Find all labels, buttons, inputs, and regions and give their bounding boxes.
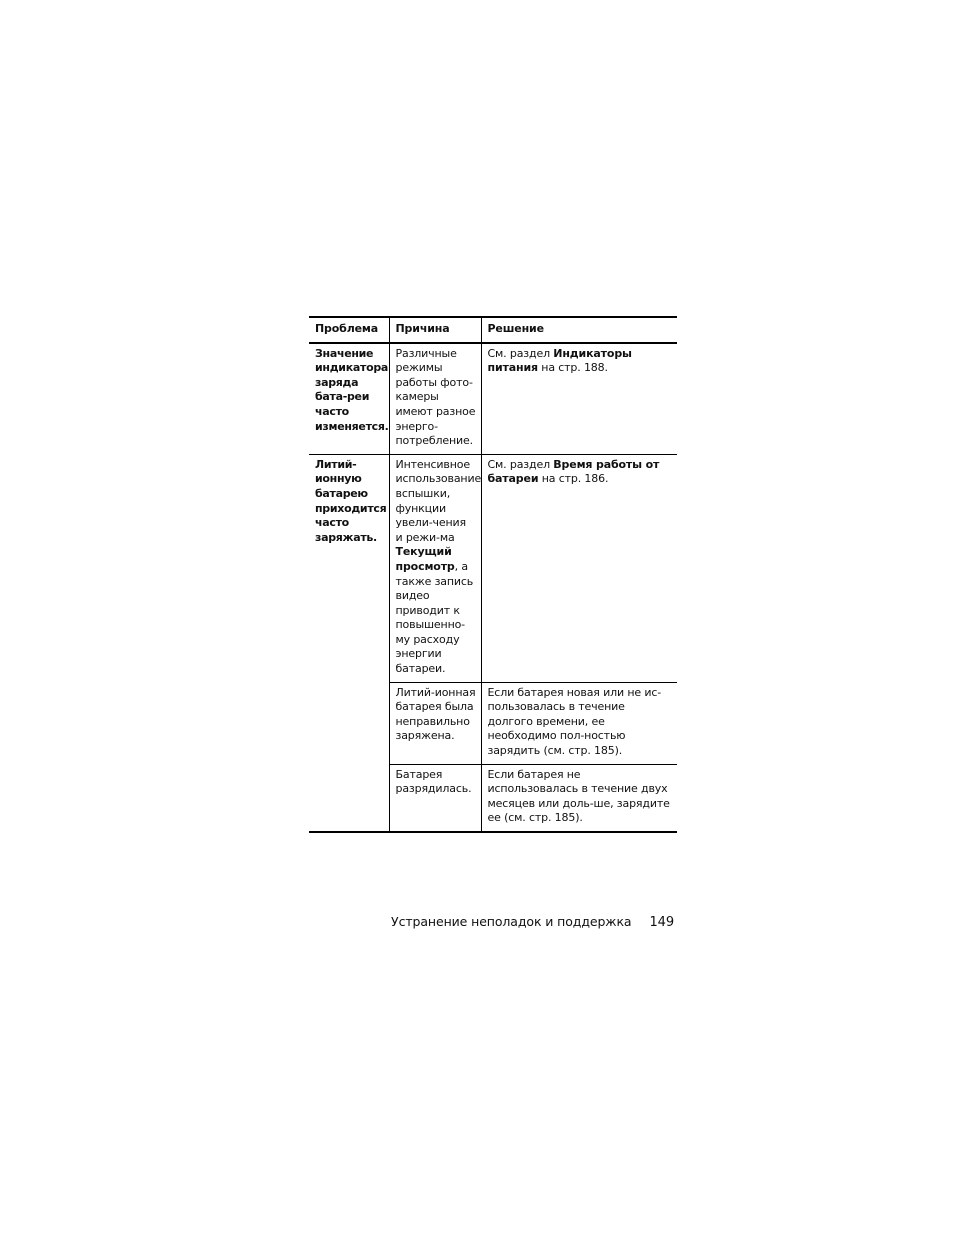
- cause-cell: Литий-ионная батарея была неправильно заряжена.: [389, 682, 481, 764]
- page-footer: [0, 914, 674, 930]
- solution-page-ref: на стр. 188.: [537, 361, 608, 375]
- table-header-row: [309, 317, 677, 343]
- solution-cell: Если батарея новая или не ис-пользовалась в течение долгого времени, ее необходимо пол-ностью зарядить (см. стр. 185).: [481, 682, 677, 764]
- page-number: 149: [649, 915, 674, 930]
- cause-text-continued: , а также запись видео приводит к повышенно-му расходу энергии батареи.: [395, 559, 474, 676]
- solution-text: См. раздел: [487, 346, 554, 360]
- cause-cell: [389, 454, 481, 682]
- problem-cell: Значение индикатора заряда бата-реи часто изменяется.: [315, 346, 389, 433]
- troubleshooting-table: [309, 316, 677, 833]
- header-cause: Причина: [389, 317, 481, 343]
- table-row: [309, 343, 677, 455]
- cause-cell: Различные режимы работы фото-камеры имеют разное энерго-потребление.: [389, 343, 481, 455]
- cause-cell: Батарея разрядилась.: [389, 764, 481, 832]
- footer-section-title: Устранение неполадок и поддержка: [391, 914, 632, 929]
- solution-text: См. раздел: [487, 457, 554, 471]
- header-problem: Проблема: [315, 322, 379, 335]
- header-solution: Решение: [481, 317, 677, 343]
- solution-page-ref: на стр. 186.: [538, 472, 609, 486]
- solution-reference: Время работы от батареи: [487, 457, 660, 486]
- solution-cell: [481, 343, 677, 455]
- cause-text: Интенсивное использование вспышки, функции увели-чения и режи-ма: [395, 457, 482, 544]
- table-row: [309, 454, 677, 682]
- cause-mode-name: Текущий просмотр: [395, 545, 455, 573]
- problem-cell: Литий-ионную батарею приходится часто заряжать.: [315, 457, 387, 544]
- solution-cell: Если батарея не использовалась в течение двух месяцев или доль-ше, зарядите ее (см. стр. 185).: [481, 764, 677, 832]
- solution-reference: Индикаторы питания: [487, 346, 632, 375]
- solution-cell: [481, 454, 677, 682]
